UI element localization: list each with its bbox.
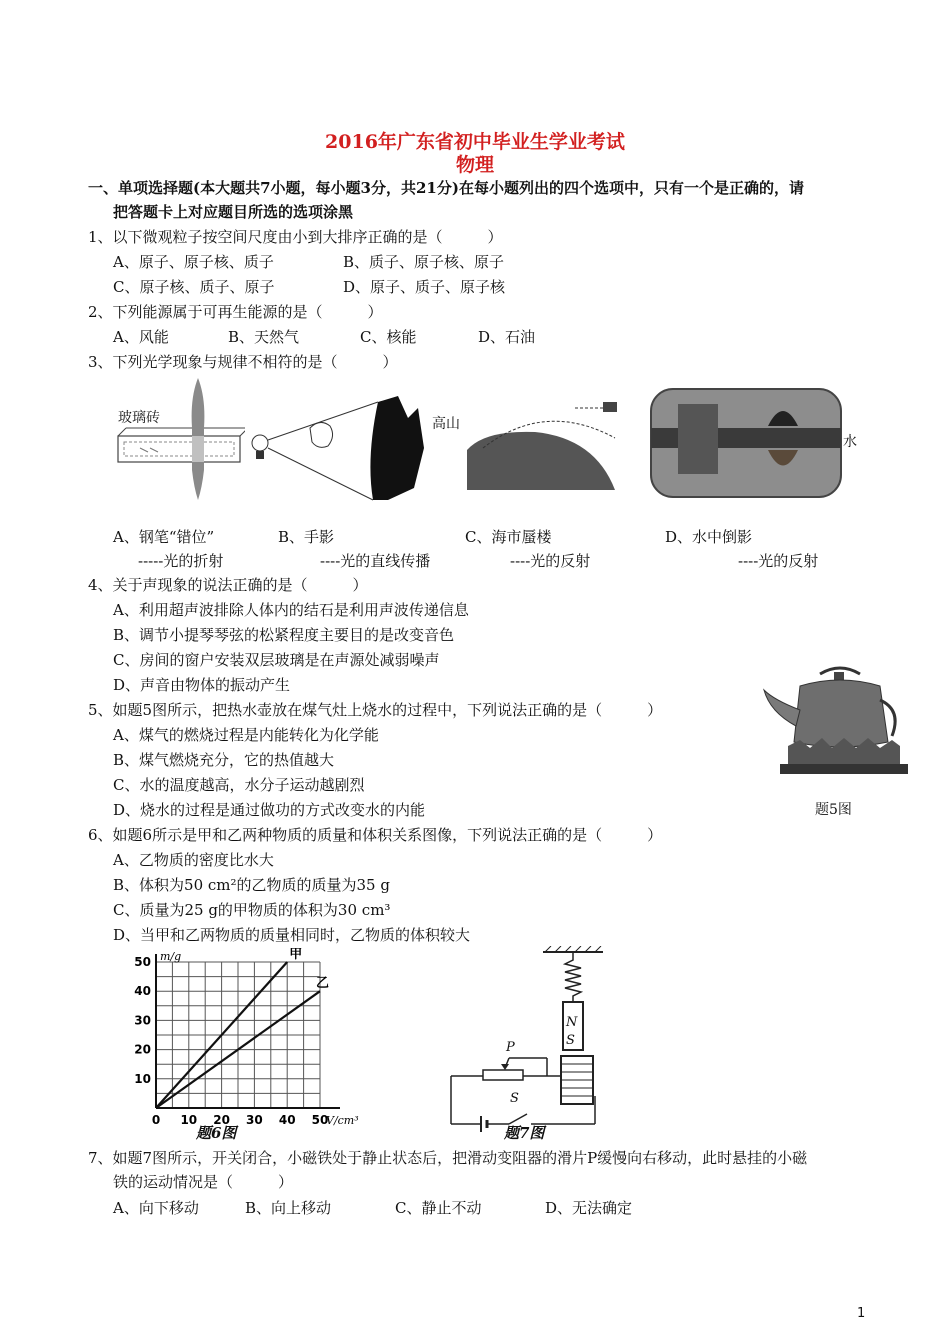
y-axis-label: m/g: [160, 950, 182, 963]
q3-figure-a-glass-pen: [110, 378, 245, 503]
q1-option-c: C、原子核、质子、原子: [113, 278, 275, 296]
q7-option-b: B、向上移动: [245, 1199, 332, 1217]
q5-stem: 5、如题5图所示，把热水壶放在煤气灶上烧水的过程中，下列说法正确的是（ ）: [88, 701, 663, 719]
q7-label-p: P: [506, 1040, 515, 1055]
q3-figure-c-mirage: [465, 390, 635, 495]
page-number: 1: [857, 1306, 866, 1321]
q7-stem-line1: 7、如题7图所示，开关闭合，小磁铁处于静止状态后，把滑动变阻器的滑片P缓慢向右移动，此时悬挂的小磁: [88, 1149, 808, 1167]
q7-option-d: D、无法确定: [545, 1199, 633, 1217]
x-tick-label: 50: [311, 1113, 329, 1127]
section-heading-line1: 一、单项选择题(本大题共7小题，每小题3分，共21分)在每小题列出的四个选项中，只有一个是正确的，请: [88, 179, 804, 197]
q7-figure-caption: 题7图: [504, 1124, 545, 1142]
q5-figure-caption: 题5图: [815, 802, 852, 818]
q6-stem: 6、如题6所示是甲和乙两种物质的质量和体积关系图像，下列说法正确的是（ ）: [88, 826, 663, 844]
q6-figure-caption: 题6图: [196, 1124, 237, 1142]
q1-option-a: A、原子、原子核、质子: [113, 253, 274, 271]
q3-stem: 3、下列光学现象与规律不相符的是（ ）: [88, 353, 398, 371]
q7-label-s-pole: S: [566, 1033, 575, 1048]
q3-option-a: A、钢笔“错位”: [113, 528, 215, 546]
x-tick-label: 30: [246, 1113, 263, 1127]
q5-option-a: A、煤气的燃烧过程是内能转化为化学能: [113, 726, 379, 744]
q3-figure-b-hand-shadow: [248, 388, 436, 503]
q1-option-d: D、原子、质子、原子核: [343, 278, 506, 296]
q6-option-a: A、乙物质的密度比水大: [113, 851, 274, 869]
q2-option-c: C、核能: [360, 328, 417, 346]
q5-option-b: B、煤气燃烧充分，它的热值越大: [113, 751, 335, 769]
q7-option-a: A、向下移动: [113, 1199, 199, 1217]
exam-subject: 物理: [455, 154, 494, 176]
q6-mass-volume-chart: [120, 948, 370, 1158]
y-tick-label: 40: [134, 984, 151, 999]
exam-title: 2016年广东省初中毕业生学业考试: [325, 131, 625, 153]
x-tick-label: 20: [213, 1113, 230, 1127]
q6-option-b: B、体积为50 cm²的乙物质的质量为35 g: [113, 876, 390, 894]
q4-option-d: D、声音由物体的振动产生: [113, 676, 291, 694]
q7-label-switch: S: [510, 1091, 519, 1106]
q3-figure-d-reflection: [648, 386, 848, 501]
q3-rule-a: -----光的折射: [138, 552, 224, 570]
q3-label-mountain: 高山: [432, 416, 460, 432]
q5-option-d: D、烧水的过程是通过做功的方式改变水的内能: [113, 801, 426, 819]
q2-stem: 2、下列能源属于可再生能源的是（ ）: [88, 303, 383, 321]
q3-rule-b: ----光的直线传播: [320, 552, 431, 570]
series-label: 甲: [289, 948, 303, 962]
q2-option-d: D、石油: [478, 328, 536, 346]
q3-rule-c: ----光的反射: [510, 552, 591, 570]
q6-option-c: C、质量为25 g的甲物质的体积为30 cm³: [113, 901, 391, 919]
q3-label-glass: 玻璃砖: [118, 410, 160, 426]
q3-option-c: C、海市蜃楼: [465, 528, 552, 546]
series-label: 乙: [316, 976, 330, 992]
y-tick-label: 50: [134, 955, 151, 969]
x-tick-label: 10: [180, 1113, 198, 1127]
q3-option-d: D、水中倒影: [665, 528, 753, 546]
q1-stem: 1、以下微观粒子按空间尺度由小到大排序正确的是（ ）: [88, 228, 503, 246]
q4-option-c: C、房间的窗户安装双层玻璃是在声源处减弱噪声: [113, 651, 440, 669]
q1-option-b: B、质子、原子核、原子: [343, 253, 505, 271]
q4-option-b: B、调节小提琴琴弦的松紧程度主要目的是改变音色: [113, 626, 455, 644]
q5-option-c: C、水的温度越高，水分子运动越剧烈: [113, 776, 365, 794]
q3-label-water: 水: [843, 434, 857, 450]
q7-label-n: N: [566, 1015, 578, 1030]
q3-rule-d: ----光的反射: [738, 552, 819, 570]
y-tick-label: 30: [134, 1013, 151, 1028]
q3-option-b: B、手影: [278, 528, 335, 546]
y-tick-label: 20: [134, 1042, 151, 1057]
q2-option-a: A、风能: [113, 328, 169, 346]
q4-stem: 4、关于声现象的说法正确的是（ ）: [88, 576, 368, 594]
chart-grid: [156, 962, 320, 1108]
x-tick-label: 0: [151, 1113, 161, 1127]
q5-figure-kettle: [760, 660, 910, 780]
section-heading-line2: 把答题卡上对应题目所选的选项涂黑: [113, 203, 354, 221]
q2-option-b: B、天然气: [228, 328, 300, 346]
x-axis-label: V/cm³: [326, 1114, 359, 1127]
q6-option-d: D、当甲和乙两物质的质量相同时，乙物质的体积较大: [113, 926, 471, 944]
q7-option-c: C、静止不动: [395, 1199, 482, 1217]
x-tick-label: 40: [278, 1113, 296, 1127]
q7-stem-line2: 铁的运动情况是（ ）: [113, 1173, 294, 1191]
y-tick-label: 10: [134, 1071, 151, 1086]
q4-option-a: A、利用超声波排除人体内的结石是利用声波传递信息: [113, 601, 469, 619]
